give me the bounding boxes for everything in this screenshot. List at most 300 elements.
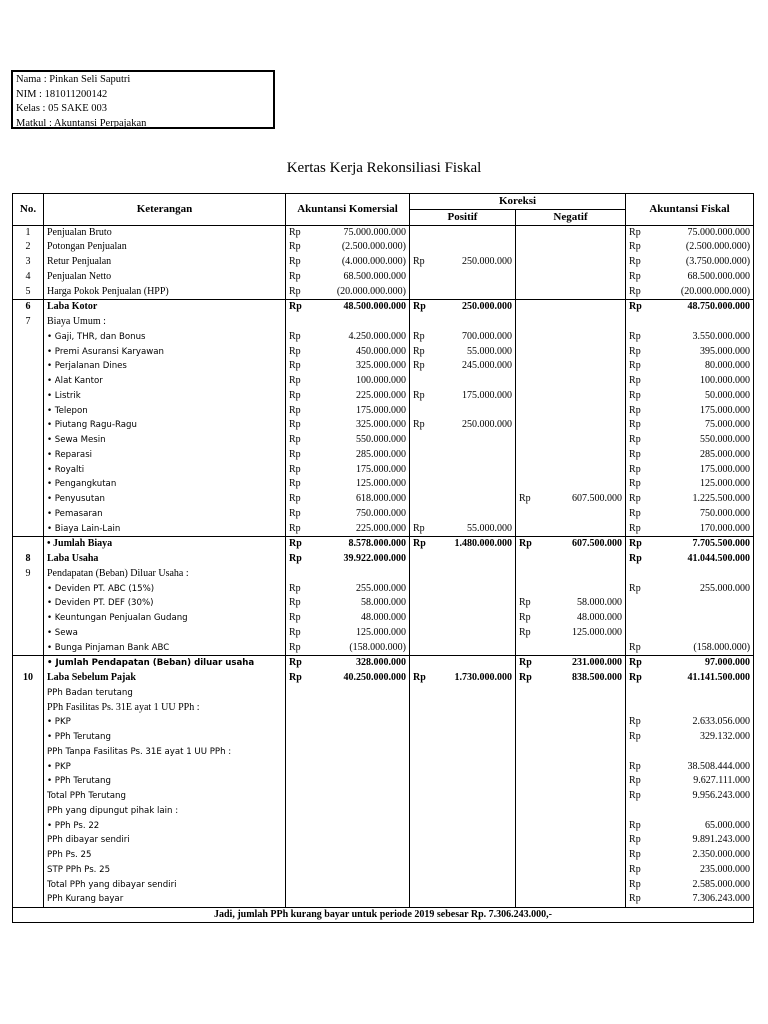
- negatif-amount: [541, 315, 626, 330]
- fiskal-amount: [651, 745, 754, 760]
- fiskal-amount: [651, 567, 754, 582]
- komersial-currency: [286, 745, 311, 760]
- positif-currency: [410, 374, 437, 389]
- student-name: Nama : Pinkan Seli Saputri: [16, 74, 131, 85]
- fiskal-amount: 9.627.111.000: [651, 774, 754, 789]
- komersial-currency: Rp: [286, 300, 311, 315]
- negatif-currency: [516, 730, 541, 745]
- fiskal-currency: Rp: [629, 878, 641, 890]
- row-number: [13, 833, 44, 848]
- negatif-currency: [516, 285, 541, 300]
- fiskal-amount: 1.225.500.000: [651, 492, 754, 507]
- komersial-amount: [311, 745, 410, 760]
- fiskal-amount: [651, 686, 754, 701]
- positif-amount: [437, 878, 516, 893]
- negatif-amount: [541, 641, 626, 656]
- row-description: • Royalti: [44, 463, 286, 478]
- positif-currency: Rp: [410, 300, 437, 315]
- positif-currency: [410, 863, 437, 878]
- negatif-currency: Rp: [519, 612, 531, 623]
- table-row: [13, 774, 754, 789]
- komersial-currency: [286, 863, 311, 878]
- row-number: [13, 730, 44, 745]
- positif-amount: 1.730.000.000: [437, 671, 516, 686]
- row-description: Pendapatan (Beban) Diluar Usaha :: [44, 567, 286, 582]
- negatif-amount: [541, 848, 626, 863]
- negatif-currency: [516, 715, 541, 730]
- positif-currency: [410, 315, 437, 330]
- row-description: • Sewa: [44, 626, 286, 641]
- table-row: [13, 345, 754, 360]
- table-row: [13, 448, 754, 463]
- positif-currency: [410, 701, 437, 716]
- fiskal-amount: 75.000.000.000: [651, 225, 754, 240]
- row-number: [13, 863, 44, 878]
- positif-amount: 55.000.000: [437, 345, 516, 360]
- positif-currency: Rp: [413, 672, 426, 683]
- row-number: [13, 330, 44, 345]
- table-row: [13, 848, 754, 863]
- negatif-currency: [516, 582, 541, 597]
- komersial-amount: 618.000.000: [311, 492, 410, 507]
- fiskal-currency: Rp: [629, 849, 641, 860]
- row-description: • Telepon: [44, 404, 286, 419]
- negatif-currency: [516, 819, 541, 834]
- fiskal-currency: [626, 701, 651, 716]
- row-number: [13, 774, 44, 789]
- row-description: Penjualan Bruto: [44, 225, 286, 240]
- row-description: PPh Kurang bayar: [44, 892, 286, 907]
- positif-currency: [410, 225, 437, 240]
- negatif-amount: 58.000.000: [541, 596, 626, 611]
- komersial-amount: 4.250.000.000: [311, 330, 410, 345]
- fiskal-amount: (3.750.000.000): [651, 255, 754, 270]
- positif-amount: 250.000.000: [437, 255, 516, 270]
- row-description: PPh Ps. 25: [44, 848, 286, 863]
- positif-amount: [437, 433, 516, 448]
- negatif-amount: [541, 374, 626, 389]
- negatif-amount: [541, 789, 626, 804]
- positif-currency: [410, 270, 437, 285]
- row-description: • Premi Asuransi Karyawan: [44, 345, 286, 360]
- row-number: [13, 760, 44, 775]
- negatif-amount: [541, 255, 626, 270]
- table-body: [13, 225, 754, 908]
- table-row: [13, 582, 754, 597]
- komersial-amount: 125.000.000: [311, 626, 410, 641]
- fiskal-currency: Rp: [626, 892, 651, 907]
- positif-currency: [410, 715, 437, 730]
- negatif-currency: [516, 863, 541, 878]
- row-number: [13, 492, 44, 507]
- komersial-currency: Rp: [289, 256, 301, 267]
- row-number: [13, 477, 44, 492]
- komersial-amount: 48.500.000.000: [311, 300, 410, 315]
- table-row: [13, 492, 754, 507]
- fiskal-amount: 7.705.500.000: [651, 537, 754, 552]
- positif-amount: 245.000.000: [437, 359, 516, 374]
- row-number: 6: [13, 300, 44, 315]
- komersial-amount: [311, 878, 410, 893]
- negatif-amount: [541, 863, 626, 878]
- komersial-amount: 75.000.000.000: [311, 225, 410, 240]
- row-number: [13, 745, 44, 760]
- student-course: Matkul : Akuntansi Perpajakan: [16, 117, 147, 129]
- positif-currency: Rp: [413, 256, 425, 267]
- fiskal-currency: Rp: [629, 507, 641, 519]
- row-description: PPh Tanpa Fasilitas Ps. 31E ayat 1 UU PPh :: [44, 745, 286, 760]
- row-number: [13, 892, 44, 907]
- table-row: [13, 892, 754, 907]
- negatif-amount: [541, 804, 626, 819]
- komersial-currency: [286, 804, 311, 819]
- table-row: [13, 552, 754, 567]
- positif-currency: [410, 611, 437, 626]
- row-number: [13, 715, 44, 730]
- row-number: [13, 626, 44, 641]
- positif-amount: [437, 552, 516, 567]
- komersial-amount: [311, 715, 410, 730]
- komersial-currency: Rp: [289, 389, 301, 401]
- negatif-amount: [541, 819, 626, 834]
- fiskal-currency: Rp: [629, 582, 641, 594]
- row-description: • Pemasaran: [44, 507, 286, 522]
- komersial-amount: 550.000.000: [311, 433, 410, 448]
- positif-amount: [437, 819, 516, 834]
- fiskal-amount: 65.000.000: [651, 819, 754, 834]
- header-komersial: Akuntansi Komersial: [286, 194, 410, 226]
- fiskal-amount: 3.550.000.000: [651, 330, 754, 345]
- negatif-currency: [516, 389, 541, 404]
- fiskal-currency: Rp: [626, 537, 651, 552]
- row-description: • PPh Ps. 22: [44, 819, 286, 834]
- table-row: [13, 701, 754, 716]
- komersial-amount: 125.000.000: [311, 477, 410, 492]
- row-description: Laba Usaha: [44, 552, 286, 567]
- row-description: • Sewa Mesin: [44, 433, 286, 448]
- fiskal-amount: 170.000.000: [651, 522, 754, 537]
- row-number: 4: [13, 270, 44, 285]
- komersial-currency: Rp: [289, 270, 301, 282]
- fiskal-amount: [651, 611, 754, 626]
- positif-amount: [437, 641, 516, 656]
- conclusion-text: Jadi, jumlah PPh kurang bayar untuk periode 2019 sebesar Rp. 7.306.243.000,-: [13, 908, 754, 923]
- komersial-currency: Rp: [289, 507, 301, 519]
- positif-currency: Rp: [413, 522, 425, 534]
- positif-currency: Rp: [413, 345, 425, 357]
- negatif-currency: Rp: [519, 597, 531, 609]
- negatif-amount: [541, 730, 626, 745]
- row-description: • Gaji, THR, dan Bonus: [44, 330, 286, 345]
- komersial-amount: 325.000.000: [311, 359, 410, 374]
- positif-amount: [437, 477, 516, 492]
- negatif-currency: [516, 701, 541, 716]
- positif-amount: [437, 686, 516, 701]
- fiskal-currency: Rp: [626, 300, 651, 315]
- fiskal-currency: Rp: [629, 478, 641, 490]
- table-row: [13, 374, 754, 389]
- fiskal-currency: Rp: [629, 522, 641, 534]
- fiskal-amount: 2.350.000.000: [651, 848, 754, 863]
- negatif-currency: [516, 477, 541, 492]
- row-description: Penjualan Netto: [44, 270, 286, 285]
- fiskal-amount: 2.633.056.000: [651, 715, 754, 730]
- row-description: Laba Sebelum Pajak: [44, 671, 286, 686]
- negatif-amount: 607.500.000: [541, 537, 626, 552]
- komersial-amount: [311, 892, 410, 907]
- positif-amount: [437, 848, 516, 863]
- negatif-currency: [516, 374, 541, 389]
- fiskal-currency: Rp: [629, 285, 641, 297]
- negatif-currency: [516, 270, 541, 285]
- fiskal-currency: Rp: [629, 863, 641, 875]
- row-description: • Bunga Pinjaman Bank ABC: [44, 641, 286, 656]
- table-row: [13, 789, 754, 804]
- row-description: • Listrik: [44, 389, 286, 404]
- fiskal-amount: 48.750.000.000: [651, 300, 754, 315]
- table-row: [13, 225, 754, 240]
- komersial-amount: [311, 833, 410, 848]
- table-row: [13, 285, 754, 300]
- komersial-currency: Rp: [289, 404, 301, 416]
- komersial-amount: [311, 686, 410, 701]
- komersial-currency: [286, 892, 311, 907]
- positif-amount: 175.000.000: [437, 389, 516, 404]
- row-description: • Keuntungan Penjualan Gudang: [44, 611, 286, 626]
- negatif-amount: [541, 507, 626, 522]
- komersial-currency: Rp: [289, 641, 301, 653]
- negatif-currency: [516, 345, 541, 360]
- table-row: [13, 641, 754, 656]
- positif-currency: [410, 789, 437, 804]
- negatif-currency: [516, 507, 541, 522]
- negatif-currency: [516, 552, 541, 567]
- fiskal-amount: 550.000.000: [651, 433, 754, 448]
- row-description: • Piutang Ragu-Ragu: [44, 418, 286, 433]
- negatif-currency: [516, 300, 541, 315]
- negatif-amount: [541, 463, 626, 478]
- komersial-amount: [311, 774, 410, 789]
- fiskal-currency: Rp: [629, 256, 641, 267]
- negatif-amount: [541, 225, 626, 240]
- negatif-currency: [516, 330, 541, 345]
- row-number: [13, 848, 44, 863]
- table-row: [13, 611, 754, 626]
- header-keterangan: Keterangan: [44, 194, 286, 226]
- positif-amount: [437, 492, 516, 507]
- negatif-currency: [516, 240, 541, 255]
- fiskal-currency: Rp: [629, 493, 641, 504]
- negatif-amount: 607.500.000: [541, 492, 626, 507]
- fiskal-currency: Rp: [629, 241, 641, 253]
- positif-currency: [410, 745, 437, 760]
- negatif-currency: [516, 463, 541, 478]
- table-row: [13, 819, 754, 834]
- fiskal-currency: Rp: [629, 760, 641, 772]
- negatif-amount: [541, 330, 626, 345]
- komersial-currency: Rp: [289, 582, 301, 594]
- komersial-currency: Rp: [289, 448, 301, 460]
- table-row: [13, 804, 754, 819]
- komersial-amount: (20.000.000.000): [311, 285, 410, 300]
- table-row: [13, 656, 754, 671]
- komersial-amount: [311, 315, 410, 330]
- fiskal-currency: [626, 804, 651, 819]
- fiskal-currency: [626, 567, 651, 582]
- row-number: [13, 819, 44, 834]
- header-positif: Positif: [410, 209, 516, 225]
- negatif-amount: [541, 285, 626, 300]
- table-row: [13, 477, 754, 492]
- fiskal-currency: Rp: [629, 775, 641, 787]
- positif-amount: [437, 892, 516, 907]
- positif-currency: Rp: [410, 537, 437, 552]
- fiskal-amount: [651, 701, 754, 716]
- row-description: • Biaya Lain-Lain: [44, 522, 286, 537]
- positif-amount: [437, 270, 516, 285]
- positif-amount: 250.000.000: [437, 300, 516, 315]
- fiskal-currency: Rp: [629, 819, 641, 831]
- positif-currency: [410, 878, 437, 893]
- komersial-amount: [311, 567, 410, 582]
- table-row: [13, 522, 754, 537]
- row-description: PPh Fasilitas Ps. 31E ayat 1 UU PPh :: [44, 701, 286, 716]
- positif-currency: [410, 686, 437, 701]
- table-row: [13, 833, 754, 848]
- fiskal-currency: Rp: [629, 389, 641, 401]
- fiskal-currency: Rp: [629, 270, 641, 282]
- komersial-amount: 450.000.000: [311, 345, 410, 360]
- fiskal-amount: 329.132.000: [651, 730, 754, 745]
- row-number: [13, 522, 44, 537]
- negatif-currency: [516, 359, 541, 374]
- positif-currency: [410, 567, 437, 582]
- row-description: PPh yang dipungut pihak lain :: [44, 804, 286, 819]
- negatif-amount: [541, 240, 626, 255]
- positif-amount: [437, 225, 516, 240]
- fiskal-currency: [626, 686, 651, 701]
- row-number: [13, 641, 44, 656]
- positif-amount: [437, 240, 516, 255]
- komersial-amount: 175.000.000: [311, 463, 410, 478]
- positif-amount: [437, 374, 516, 389]
- positif-amount: [437, 701, 516, 716]
- student-class: Kelas : 05 SAKE 003: [16, 103, 107, 114]
- negatif-amount: [541, 715, 626, 730]
- negatif-amount: [541, 774, 626, 789]
- row-description: • PPh Terutang: [44, 730, 286, 745]
- positif-currency: [410, 804, 437, 819]
- komersial-currency: [286, 848, 311, 863]
- komersial-amount: 39.922.000.000: [311, 552, 410, 567]
- komersial-currency: Rp: [289, 626, 301, 638]
- negatif-amount: [541, 433, 626, 448]
- komersial-currency: [286, 789, 311, 804]
- komersial-currency: Rp: [289, 345, 301, 357]
- negatif-currency: Rp: [516, 656, 541, 671]
- positif-amount: 250.000.000: [437, 418, 516, 433]
- row-number: [13, 345, 44, 360]
- row-description: Total PPh Terutang: [44, 789, 286, 804]
- komersial-amount: 68.500.000.000: [311, 270, 410, 285]
- row-number: [13, 656, 44, 671]
- komersial-amount: 100.000.000: [311, 374, 410, 389]
- komersial-amount: 750.000.000: [311, 507, 410, 522]
- table-row: [13, 418, 754, 433]
- komersial-currency: Rp: [289, 285, 301, 297]
- fiskal-amount: 7.306.243.000: [651, 892, 754, 907]
- row-number: [13, 686, 44, 701]
- komersial-currency: Rp: [286, 656, 311, 671]
- positif-currency: [410, 833, 437, 848]
- komersial-currency: Rp: [289, 597, 301, 609]
- positif-amount: [437, 507, 516, 522]
- table-header: [13, 194, 754, 226]
- negatif-currency: [516, 641, 541, 656]
- fiskal-currency: Rp: [629, 404, 641, 416]
- row-description: Potongan Penjualan: [44, 240, 286, 255]
- row-description: • Alat Kantor: [44, 374, 286, 389]
- negatif-currency: [516, 418, 541, 433]
- negatif-amount: 838.500.000: [541, 671, 626, 686]
- table-row: [13, 463, 754, 478]
- row-number: 5: [13, 285, 44, 300]
- positif-currency: [410, 477, 437, 492]
- komersial-amount: [311, 819, 410, 834]
- positif-amount: [437, 626, 516, 641]
- fiskal-amount: 97.000.000: [651, 656, 754, 671]
- fiskal-currency: [626, 626, 651, 641]
- fiskal-amount: 175.000.000: [651, 404, 754, 419]
- negatif-amount: [541, 833, 626, 848]
- komersial-amount: [311, 789, 410, 804]
- fiskal-amount: (20.000.000.000): [651, 285, 754, 300]
- row-description: • PKP: [44, 715, 286, 730]
- fiskal-amount: 235.000.000: [651, 863, 754, 878]
- fiskal-currency: Rp: [629, 716, 641, 728]
- reconciliation-table: [12, 193, 754, 923]
- komersial-currency: Rp: [289, 434, 301, 445]
- komersial-currency: Rp: [289, 360, 301, 372]
- fiskal-currency: [626, 596, 651, 611]
- negatif-amount: [541, 448, 626, 463]
- row-number: [13, 359, 44, 374]
- row-description: • Perjalanan Dines: [44, 359, 286, 374]
- positif-currency: [410, 774, 437, 789]
- komersial-currency: Rp: [289, 226, 301, 238]
- komersial-currency: [286, 686, 311, 701]
- positif-amount: 55.000.000: [437, 522, 516, 537]
- positif-currency: [410, 404, 437, 419]
- fiskal-amount: 9.956.243.000: [651, 789, 754, 804]
- fiskal-currency: Rp: [629, 375, 641, 386]
- row-description: Laba Kotor: [44, 300, 286, 315]
- fiskal-currency: [626, 745, 651, 760]
- positif-amount: 1.480.000.000: [437, 537, 516, 552]
- positif-currency: [410, 626, 437, 641]
- fiskal-currency: Rp: [629, 834, 641, 846]
- row-number: [13, 404, 44, 419]
- komersial-amount: 285.000.000: [311, 448, 410, 463]
- row-number: [13, 418, 44, 433]
- row-number: [13, 374, 44, 389]
- positif-amount: [437, 463, 516, 478]
- komersial-currency: [286, 315, 311, 330]
- fiskal-currency: Rp: [629, 448, 641, 460]
- table-row: [13, 686, 754, 701]
- negatif-amount: [541, 745, 626, 760]
- positif-amount: [437, 656, 516, 671]
